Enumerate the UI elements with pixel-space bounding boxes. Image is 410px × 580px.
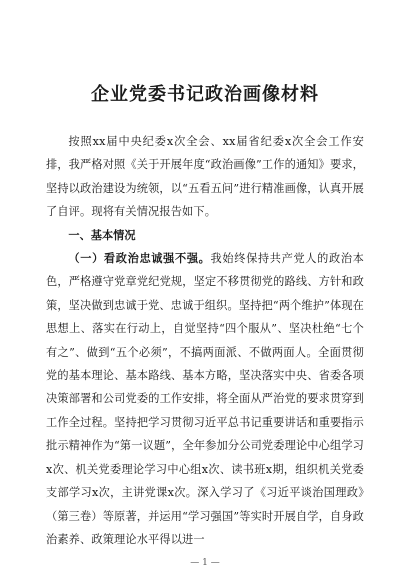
subsection-paragraph [46, 247, 364, 551]
subsection-heading: （一）看政治忠诚强不强。 [68, 252, 211, 266]
subsection-body: 我始终保持共产党人的政治本色，严格遵守党章党纪党规，坚定不移贯彻党的路线、方针和政策，坚决做到忠诚于党、忠诚于组织。坚持把“两个维护”体现在思想上、落实在行动上，自觉坚持“四个服从”、坚决杜绝“七个有之”、做到“五个必须”，不搞两面派、不做两面人。全面贯彻党的基本理论、基本路线、基本方略，坚决落实中央、省委各项决策部署和公司党委的工作安排，将全面从严治党的要求贯穿到工作全过程。坚持把学习贯彻习近平总书记重要讲话和重要指示批示精神作为“第一议题”，全年参加分公司党委理论中心组学习x次、机关党委理论学习中心组x次、读书班x期，组织机关党委支部学习x次，主讲党课x次。深入学习了《习近平谈治国理政》（第三卷）等原著，并运用“学习强国”等实时开展自学，自身政治素养、政策理论水平得以进一 [46, 252, 364, 546]
intro-paragraph: 按照xx届中央纪委x次全会、xx届省纪委x次全会工作安排，我严格对照《关于开展年度“政治画像”工作的通知》要求，坚持以政治建设为统领，以“五看五问”进行精准画像，认真开展了自评。现将有关情况报告如下。 [46, 135, 364, 219]
page-number: — 1 — [190, 558, 220, 568]
section-heading-basic-info: 一、基本情况 [68, 228, 136, 242]
document-title: 企业党委书记政治画像材料 [91, 84, 319, 105]
